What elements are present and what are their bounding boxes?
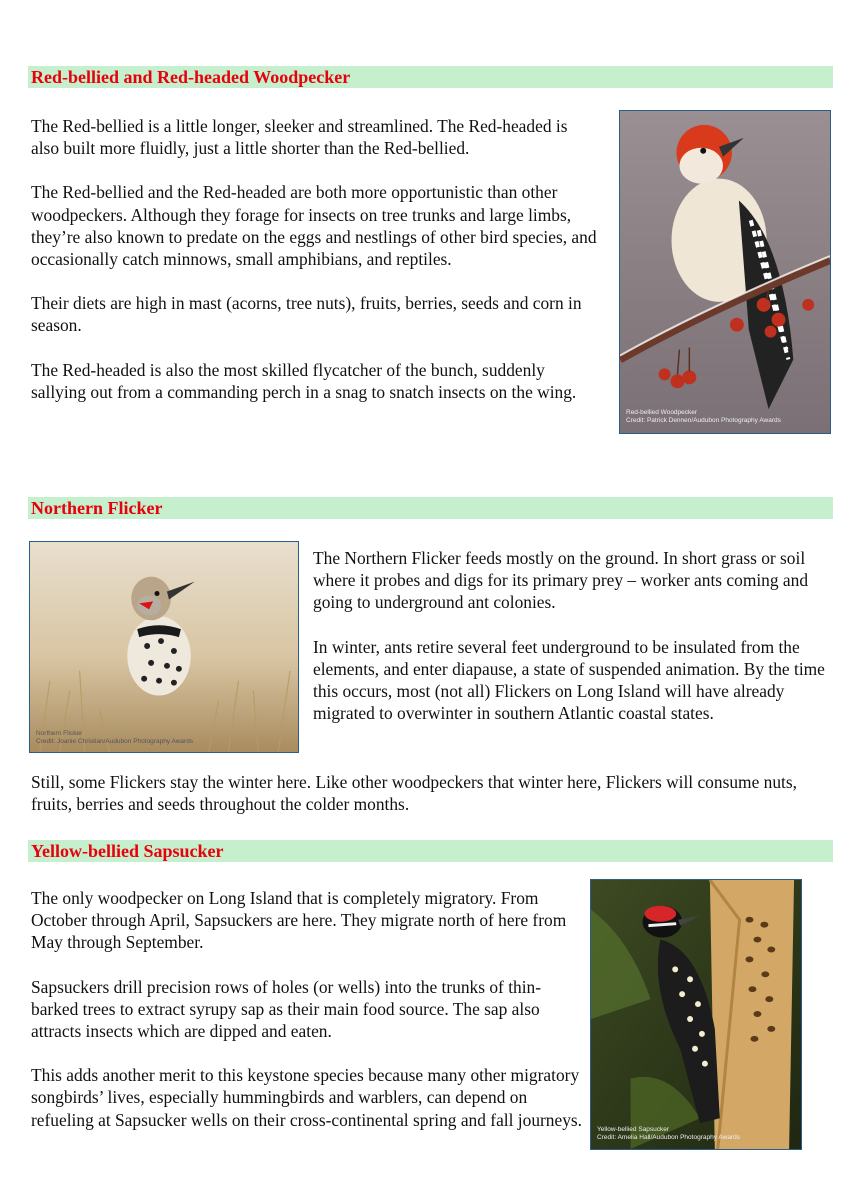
paragraph: In winter, ants retire several feet underground to be insulated from the elements, and enter diapause, a state of suspended animation. By the time this occurs, most (not all) Flickers on Long Island will have already migrated to overwinter in southern Atlantic coastal states. (313, 636, 825, 724)
northern-flicker-full-text (31, 771, 831, 837)
woodpecker-illustration (620, 111, 830, 433)
paragraph: The Northern Flicker feeds mostly on the ground. In short grass or soil where it probes and digs for its primary prey – worker ants coming and going to underground ant colonies. (313, 548, 809, 613)
northern-flicker-text (313, 547, 831, 746)
flicker-illustration (30, 542, 298, 752)
section-heading-northern-flicker: Northern Flicker (28, 497, 833, 519)
paragraph: Sapsuckers drill precision rows of holes (or wells) into the trunks of thin-barked trees to extract syrupy sap as their main food source. The sap also attracts insects which are dipped and eaten. (31, 976, 542, 1042)
paragraph: The only woodpecker on Long Island that is completely migratory. From October through April, Sapsuckers are here. They migrate north of here from May through September. (31, 888, 567, 953)
photo-credit: Credit: Amelia Hall/Audubon Photography Awards (597, 1134, 740, 1141)
yellow-bellied-sapsucker-photo (590, 879, 802, 1150)
sapsucker-text (31, 887, 583, 1153)
paragraph: Their diets are high in mast (acorns, tree nuts), fruits, berries, seeds and corn in season. (31, 293, 582, 336)
paragraph: The Red-headed is also the most skilled flycatcher of the bunch, suddenly sallying out from a commanding perch in a snag to snatch insects on the wing. (31, 359, 577, 402)
photo-caption: Northern Flicker (36, 730, 83, 737)
section-heading-sapsucker: Yellow-bellied Sapsucker (28, 840, 833, 862)
red-woodpecker-text (31, 115, 597, 425)
photo-caption: Yellow-bellied Sapsucker (597, 1126, 670, 1133)
photo-credit: Credit: Joanie Christian/Audubon Photography Awards (36, 738, 194, 745)
photo-credit: Credit: Patrick Dennen/Audubon Photography Awards (626, 417, 781, 424)
sapsucker-illustration (591, 880, 801, 1149)
paragraph: Still, some Flickers stay the winter here. Like other woodpeckers that winter here, Flickers will consume nuts, fruits, berries and seeds throughout the colder months. (31, 772, 797, 815)
paragraph: The Red-bellied is a little longer, sleeker and streamlined. The Red-headed is also built more fluidly, just a little shorter than the Red-bellied. (31, 116, 568, 159)
northern-flicker-photo (29, 541, 299, 753)
paragraph: The Red-bellied and the Red-headed are both more opportunistic than other woodpeckers. Although they forage for insects on tree trunks and large limbs, they’re also known to predate on the eggs and nestlings of other bird species, and occasionally catch minnows, small amphibians, and reptiles. (31, 182, 597, 270)
paragraph: This adds another merit to this keystone species because many other migratory songbirds’ lives, especially hummingbirds and warblers, can depend on refueling at Sapsucker wells on their cross-continental spring and fall journeys. (31, 1065, 583, 1130)
section-heading-red-woodpeckers: Red-bellied and Red-headed Woodpecker (28, 66, 833, 88)
photo-caption: Red-bellied Woodpecker (626, 409, 698, 416)
red-bellied-woodpecker-photo (619, 110, 831, 434)
